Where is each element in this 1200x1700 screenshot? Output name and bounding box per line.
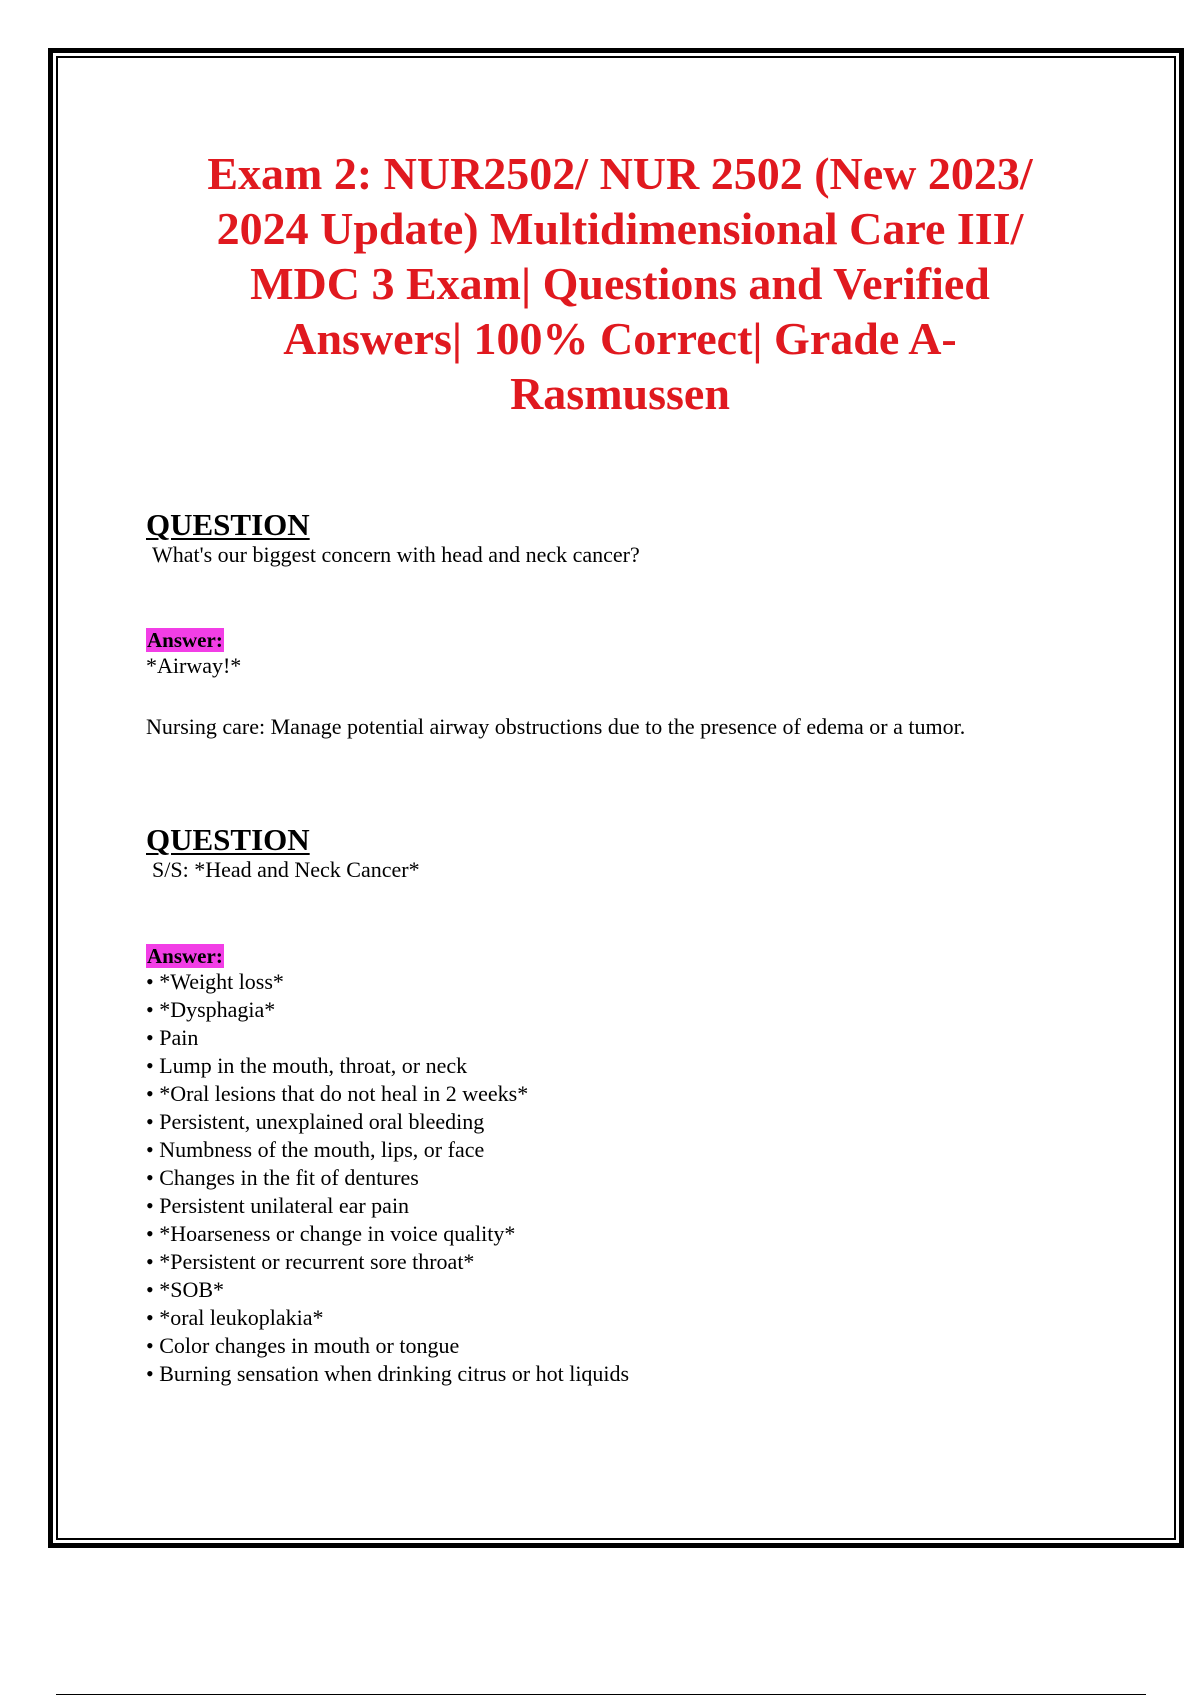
list-item: • Burning sensation when drinking citrus or hot liquids [146,1360,1106,1388]
list-item: • *oral leukoplakia* [146,1304,1106,1332]
nursing-care-note [146,713,1106,741]
title-line: Rasmussen [510,368,730,419]
footer-rule [56,1694,1146,1695]
question-heading: QUESTION [146,507,310,542]
list-item: • *Oral lesions that do not heal in 2 weeks* [146,1080,1106,1108]
answer-text: *Airway!* [146,653,242,678]
title-line: 2024 Update) Multidimensional Care III/ [216,203,1024,254]
title-line: Exam 2: NUR2502/ NUR 2502 (New 2023/ [207,148,1033,199]
list-item: • *SOB* [146,1276,1106,1304]
list-item: • Pain [146,1024,1106,1052]
list-item: • Persistent unilateral ear pain [146,1192,1106,1220]
question-heading: QUESTION [146,822,310,857]
list-item: • *Persistent or recurrent sore throat* [146,1248,1106,1276]
question-block-2 [146,824,1106,884]
question-block-1 [146,509,1106,569]
note-text: Nursing care: Manage potential airway obstructions due to the presence of edema or a tumor. [146,714,966,739]
list-item: • *Weight loss* [146,968,1106,996]
list-item: • Changes in the fit of dentures [146,1164,1106,1192]
title-line: Answers| 100% Correct| Grade A- [283,313,957,364]
question-text: What's our biggest concern with head and neck cancer? [152,542,640,567]
list-item: • Lump in the mouth, throat, or neck [146,1052,1106,1080]
question-text: S/S: *Head and Neck Cancer* [152,857,420,882]
list-item: • Color changes in mouth or tongue [146,1332,1106,1360]
list-item: • Persistent, unexplained oral bleeding [146,1108,1106,1136]
answer-block-2 [146,944,1106,1388]
list-item: • *Dysphagia* [146,996,1106,1024]
answer-block-1 [146,628,1106,680]
list-item: • *Hoarseness or change in voice quality* [146,1220,1106,1248]
answer-bullet-list [146,968,1106,1388]
answer-label: Answer: [147,944,223,968]
list-item: • Numbness of the mouth, lips, or face [146,1136,1106,1164]
answer-label: Answer: [147,628,223,652]
title-line: MDC 3 Exam| Questions and Verified [250,258,990,309]
document-title [130,146,1110,421]
